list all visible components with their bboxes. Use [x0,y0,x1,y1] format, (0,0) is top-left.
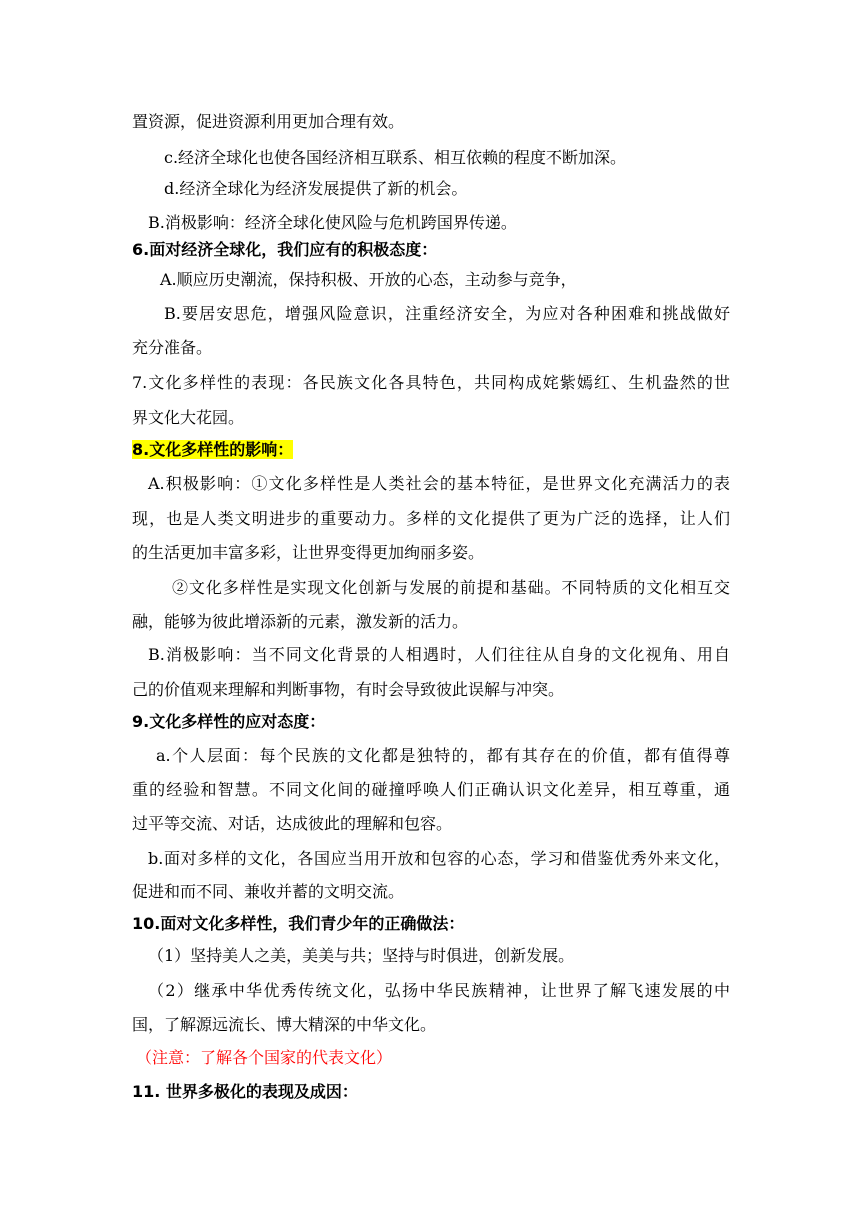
text-line: a.个人层面：每个民族的文化都是独特的，都有其存在的价值，都有值得尊 [156,746,730,765]
text-line: 7.文化多样性的表现：各民族文化各具特色，共同构成姹紫嫣红、生机盎然的世 [132,373,730,392]
text-line: 的生活更加丰富多彩，让世界变得更加绚丽多姿。 [132,543,485,562]
text-line: 促进和而不同、兼收并蓄的文明交流。 [132,882,405,901]
text-line: B.消极影响：经济全球化使风险与危机跨国界传递。 [148,213,517,232]
section-heading-9: 9.文化多样性的应对态度： [132,712,326,731]
text-line: 界文化大花园。 [132,408,245,427]
text-line: A.积极影响：①文化多样性是人类社会的基本特征，是世界文化充满活力的表 [148,474,730,493]
note-text: （注意：了解各个国家的代表文化） [136,1048,393,1067]
text-line: 过平等交流、对话，达成彼此的理解和包容。 [132,814,453,833]
section-heading-6: 6.面对经济全球化，我们应有的积极态度： [132,240,438,259]
text-line: 己的价值观来理解和判断事物，有时会导致彼此误解与冲突。 [132,680,565,699]
section-heading-8 [132,440,293,460]
text-line: B.消极影响：当不同文化背景的人相遇时，人们往往从自身的文化视角、用自 [148,645,730,664]
section-heading-11: 11. 世界多极化的表现及成因： [132,1082,358,1101]
text-line: B.要居安思危，增强风险意识，注重经济安全，为应对各种困难和挑战做好 [164,304,730,323]
text-line: 充分准备。 [132,338,213,357]
text-line: 融，能够为彼此增添新的元素，激发新的活力。 [132,612,469,631]
text-line: （2）继承中华优秀传统文化，弘扬中华民族精神，让世界了解飞速发展的中 [148,981,730,1000]
text-line: b.面对多样的文化，各国应当用开放和包容的心态，学习和借鉴优秀外来文化， [148,849,730,868]
text-line: A.顺应历史潮流，保持积极、开放的心态，主动参与竞争， [160,270,577,289]
text-line: 现，也是人类文明进步的重要动力。多样的文化提供了更为广泛的选择，让人们 [132,509,730,528]
text-line: 国，了解源远流长、博大精深的中华文化。 [132,1015,437,1034]
text-line: ②文化多样性是实现文化创新与发展的前提和基础。不同特质的文化相互交 [172,578,730,597]
text-line: c.经济全球化也使各国经济相互联系、相互依赖的程度不断加深。 [164,148,627,167]
text-line: （1）坚持美人之美，美美与共；坚持与时俱进，创新发展。 [148,946,575,965]
section-heading-10: 10.面对文化多样性，我们青少年的正确做法： [132,914,465,933]
text-line: 置资源，促进资源利用更加合理有效。 [132,112,405,131]
text-line: 重的经验和智慧。不同文化间的碰撞呼唤人们正确认识文化差异，相互尊重，通 [132,780,730,799]
highlighted-heading: 8.文化多样性的影响： [132,440,294,459]
text-line: d.经济全球化为经济发展提供了新的机会。 [164,179,468,198]
